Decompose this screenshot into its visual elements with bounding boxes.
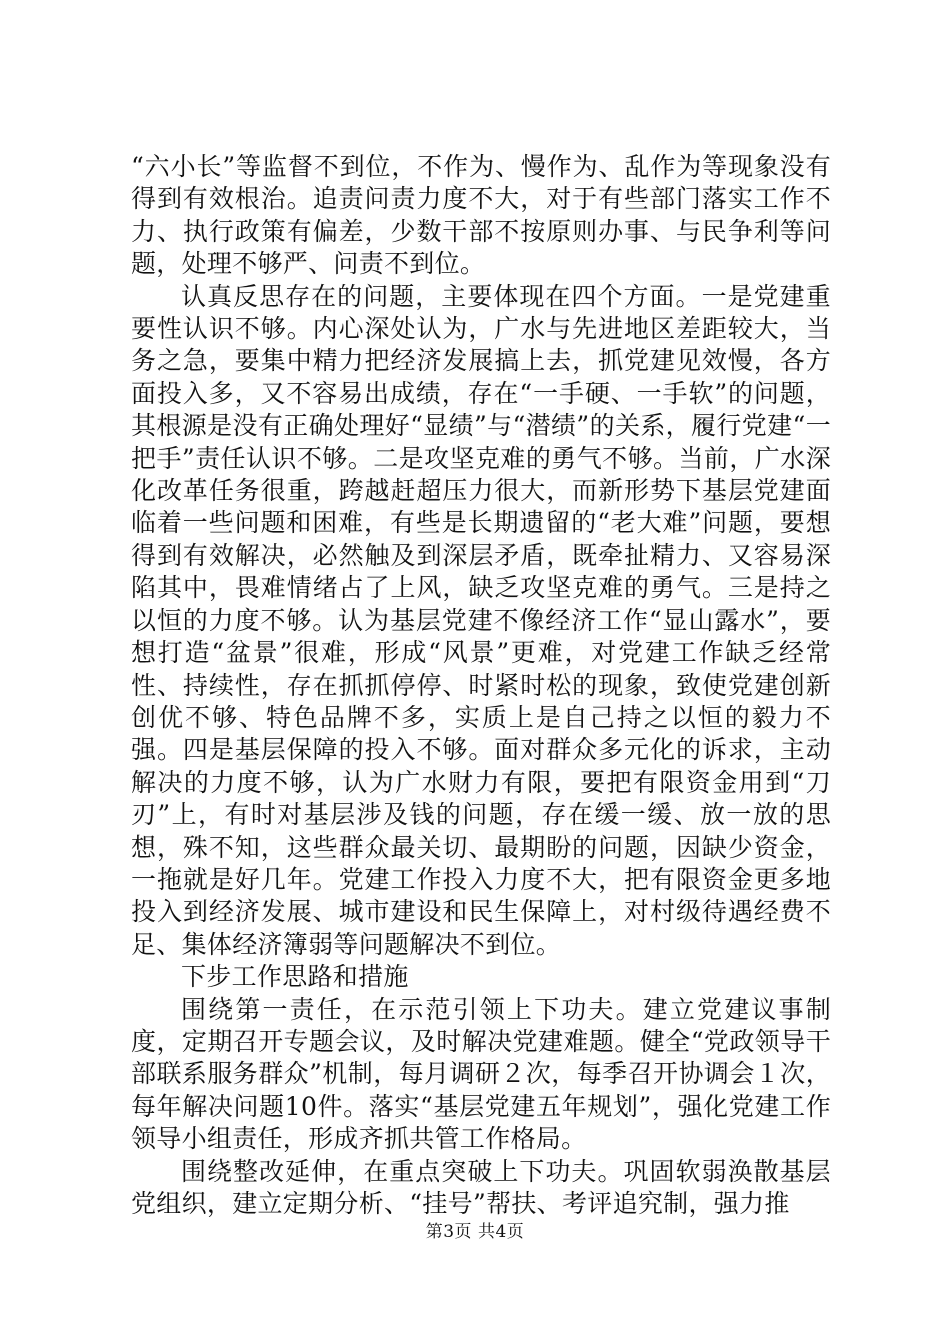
document-body [131,151,831,1220]
section-heading: 下步工作思路和措施 [181,962,409,992]
paragraph-3: 围绕第一责任，在示范引领上下功夫。建立党建议事制度，定期召开专题会议，及时解决党建难题。健全“党政领导干部联系服务群众”机制，每月调研２次，每季召开协调会１次，每年解决问题10件。落实“基层党建五年规划”，强化党建工作领导小组责任，形成齐抓共管工作格局。 [131,994,831,1154]
paragraph-2: 认真反思存在的问题，主要体现在四个方面。一是党建重要性认识不够。内心深处认为，广水与先进地区差距较大，当务之急，要集中精力把经济发展搞上去，抓党建见效慢，各方面投入多，又不容易出成绩，存在“一手硬、一手软”的问题，其根源是没有正确处理好“显绩”与“潜绩”的关系，履行党建“一把手”责任认识不够。二是攻坚克难的勇气不够。当前，广水深化改革任务很重，跨越赶超压力很大，而新形势下基层党建面临着一些问题和困难，有些是长期遗留的“老大难”问题，要想得到有效解决，必然触及到深层矛盾，既牵扯精力、又容易深陷其中，畏难情绪占了上风，缺乏攻坚克难的勇气。三是持之以恒的力度不够。认为基层党建不像经济工作“显山露水”，要想打造“盆景”很难，形成“风景”更难，对党建工作缺乏经常性、持续性，存在抓抓停停、时紧时松的现象，致使党建创新创优不够、特色品牌不多，实质上是自己持之以恒的毅力不强。四是基层保障的投入不够。面对群众多元化的诉求，主动解决的力度不够，认为广水财力有限，要把有限资金用到“刀刃”上，有时对基层涉及钱的问题，存在缓一缓、放一放的思想，殊不知，这些群众最关切、最期盼的问题，因缺少资金，一拖就是好几年。党建工作投入力度不大，把有限资金更多地投入到经济发展、城市建设和民生保障上，对村级待遇经费不足、集体经济簿弱等问题解决不到位。 [131,281,831,959]
page-footer: 第3页 共4页 [425,1222,525,1242]
paragraph-4: 围绕整改延伸，在重点突破上下功夫。巩固软弱涣散基层党组织，建立定期分析、“挂号”帮扶、考评追究制，强力推 [131,1156,831,1218]
paragraph-1: “六小长”等监督不到位，不作为、慢作为、乱作为等现象没有得到有效根治。追责问责力度不大，对于有些部门落实工作不力、执行政策有偏差，少数干部不按原则办事、与民争利等问题，处理不够严、问责不到位。 [131,152,831,279]
